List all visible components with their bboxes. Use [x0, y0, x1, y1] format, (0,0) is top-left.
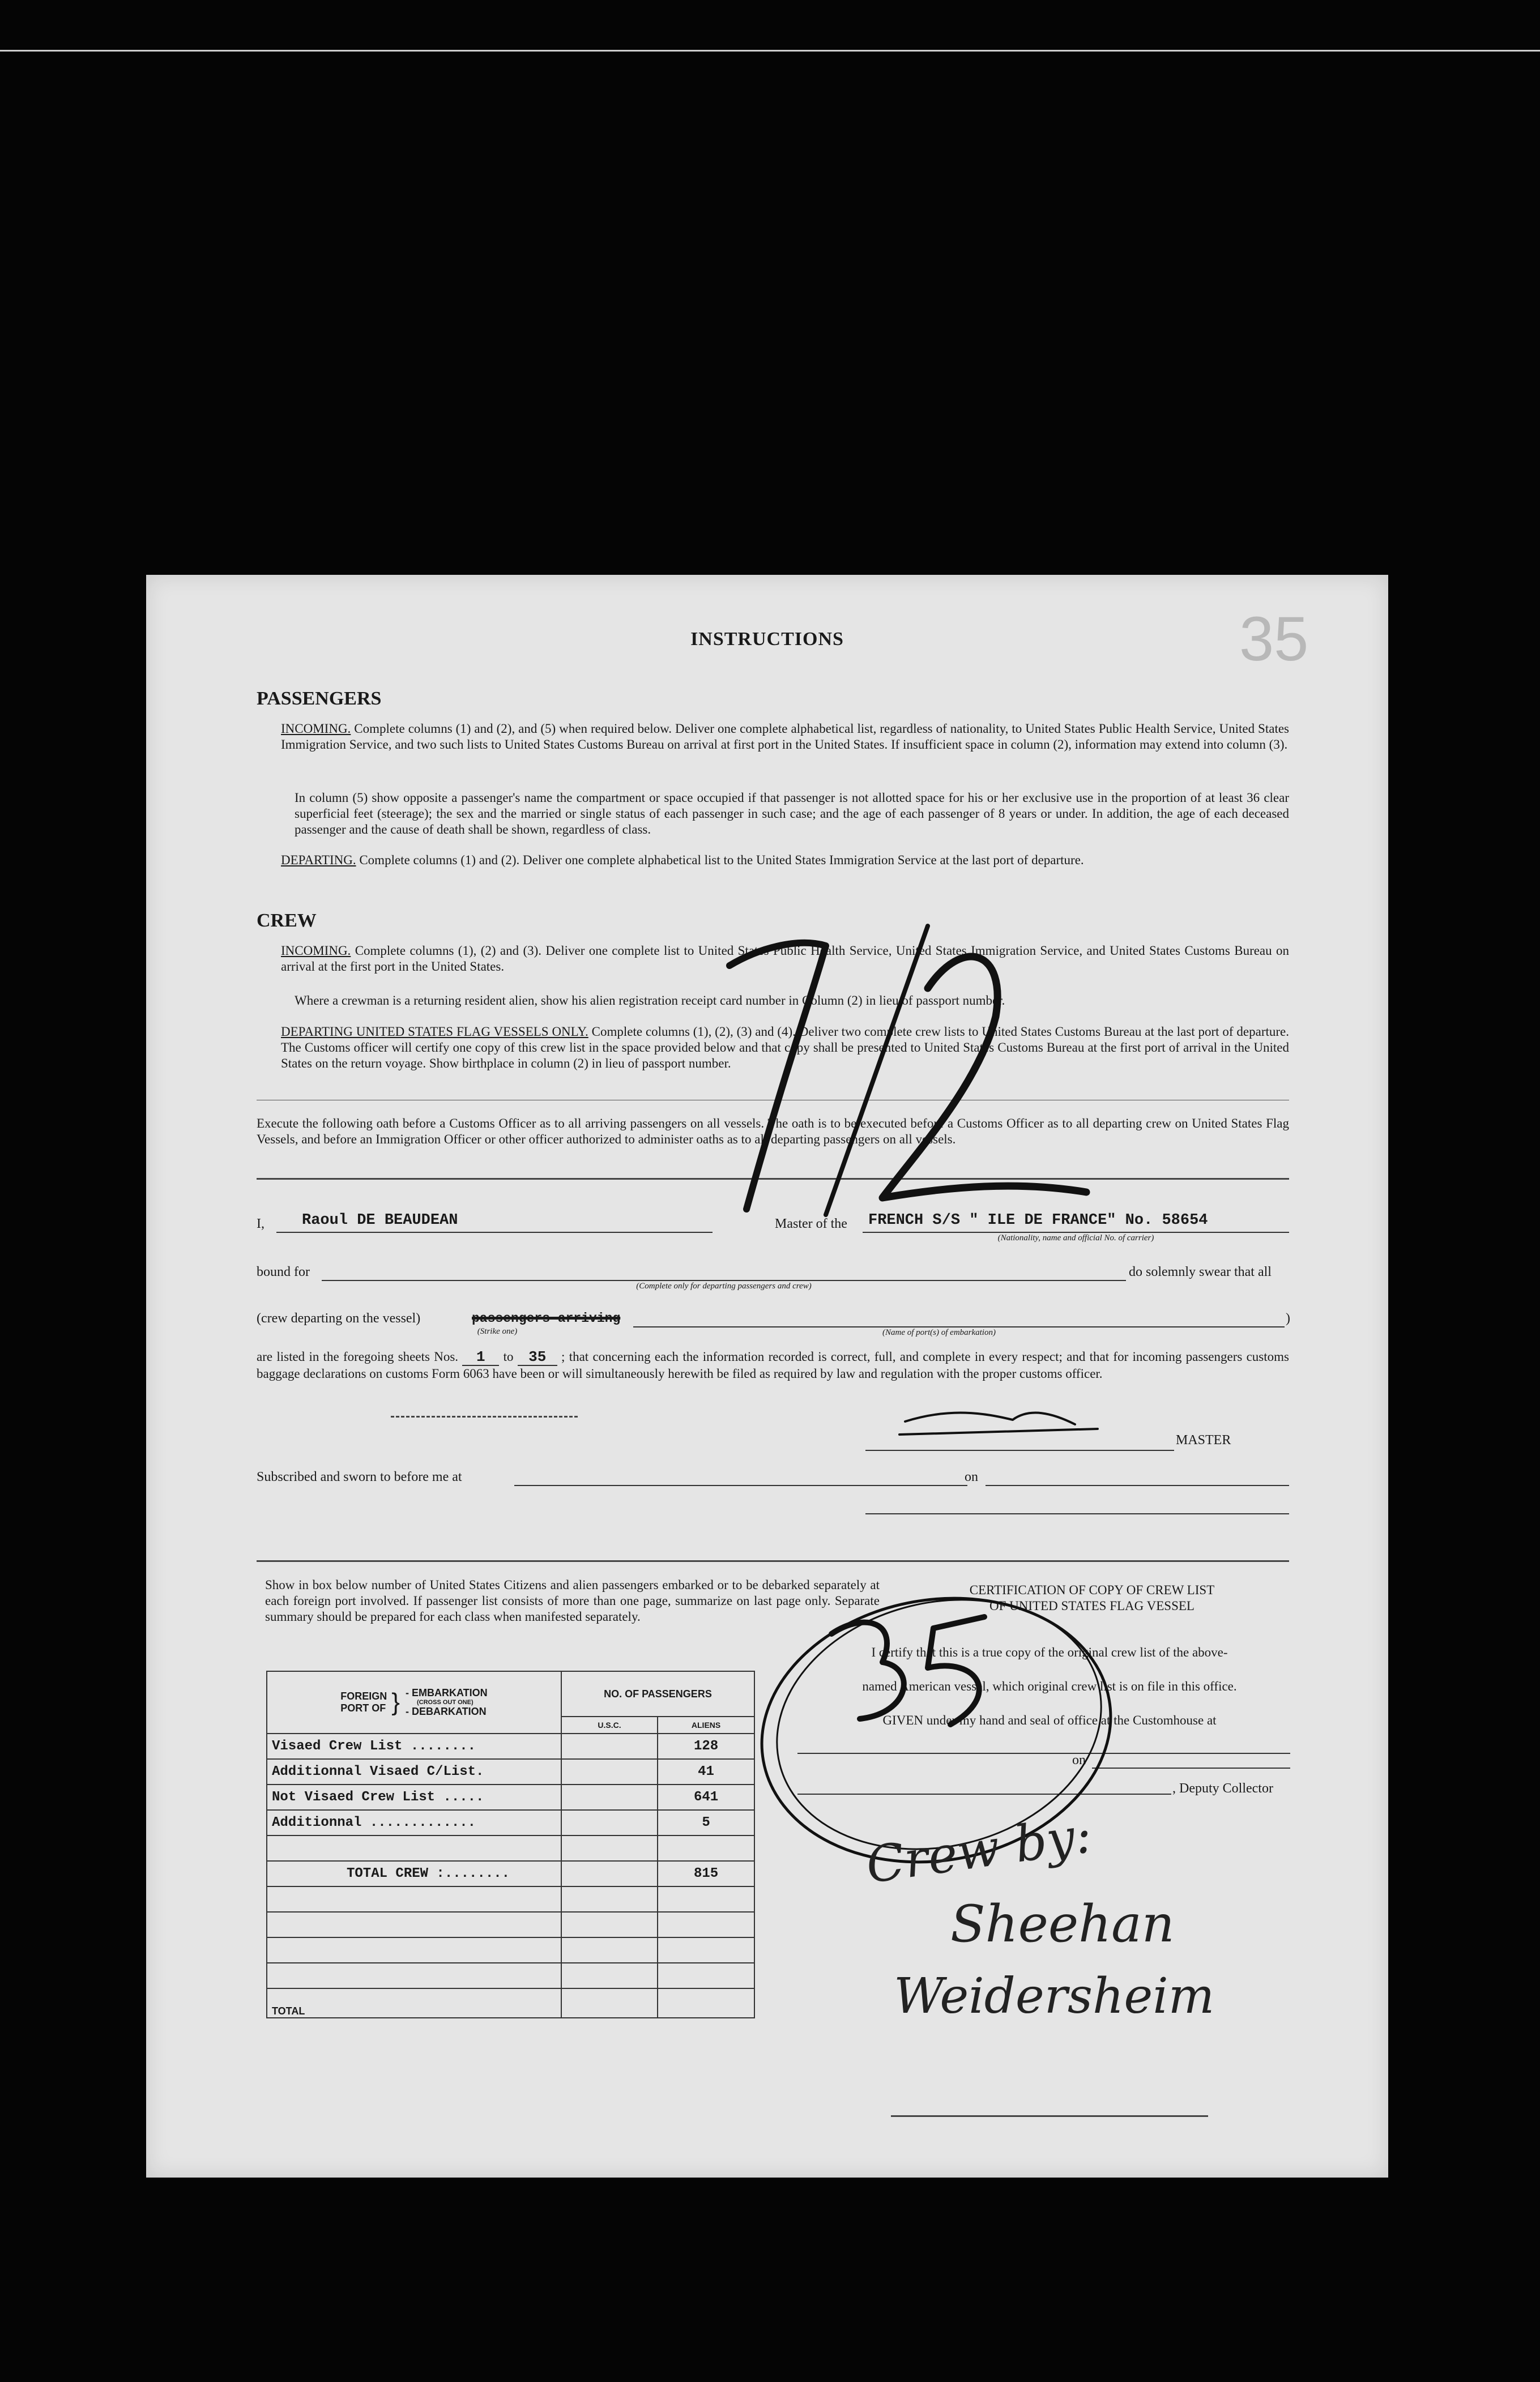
crew-incoming-text: Complete columns (1), (2) and (3). Deliver one complete list to United States Public Health Service, United States Immigration Service, and United States Customs Bureau on arrival at the first port in the United States.	[281, 944, 1290, 974]
cell-usc	[561, 1861, 658, 1886]
subscribed-on-label: on	[965, 1470, 978, 1484]
table-row	[267, 1861, 754, 1886]
port-line	[633, 1307, 1285, 1327]
incoming-text: Complete columns (1) and (2), and (5) when required below. Deliver one complete alphabetical list, regardless of nationality, to United States Public Health Service, United States Immigration Service, and two such lists to United States Customs Bureau on arrival at first port in the United States. If insufficient space in column (2), information may extend into column (3).	[281, 722, 1289, 752]
strike-caption: (Strike one)	[477, 1327, 518, 1336]
bottom-ink-line	[891, 2115, 1208, 2117]
master-name: Raoul DE BEAUDEAN	[302, 1212, 458, 1229]
cell-aliens	[658, 1963, 754, 1988]
cert-on-label: on	[1072, 1753, 1086, 1768]
cell-usc	[561, 1937, 658, 1963]
vessel-caption: (Nationality, name and official No. of carrier)	[997, 1233, 1154, 1243]
cell-usc	[561, 1810, 658, 1835]
cell-port: Not Visaed Crew List .....	[267, 1785, 561, 1810]
cert-heading-1: CERTIFICATION OF COPY OF CREW LIST	[969, 1583, 1215, 1597]
embarkation-header: - EMBARKATION	[406, 1687, 488, 1698]
foreign-port-of-header: FOREIGN PORT OF	[340, 1691, 387, 1714]
cell-aliens: 815	[658, 1861, 754, 1886]
cert-text-3: GIVEN under my hand and seal of office at the Customhouse at	[882, 1713, 1217, 1727]
document-title: INSTRUCTIONS	[690, 629, 844, 650]
departing-text: Complete columns (1) and (2). Deliver one complete alphabetical list to the United States Immigration Service at the last port of departure.	[359, 853, 1084, 867]
cell-usc	[561, 1963, 658, 1988]
stamp-number: 35	[1239, 604, 1309, 674]
incoming-label: INCOMING.	[281, 722, 351, 736]
handwritten-note-crew-by: Crew by:	[862, 1805, 1095, 1895]
cell-aliens	[658, 1912, 754, 1937]
passengers-column5: In column (5) show opposite a passenger's name the compartment or space occupied if that passenger is not allotted space for his or her exclusive use in the proportion of at least 36 clear superficial feet (steerage); the sex and the married or single status of each passenger in such case; and the age of each passenger of 8 years or under. In addition, the age of each deceased passenger and the cause of death shall be shown, regardless of class.	[295, 791, 1289, 836]
bound-for-line	[322, 1260, 1126, 1281]
port-close-paren: )	[1286, 1311, 1290, 1326]
cell-aliens: 41	[658, 1759, 754, 1785]
oath-rest: ; that concerning each the information recorded is correct, full, and complete in every respect; and that for incoming passengers customs baggage declarations on customs Form 6063 have been or will simultaneously herewith be filed as required by law and regulation with the proper customs officer.	[257, 1350, 1289, 1381]
table-row	[267, 1886, 754, 1912]
table-row	[267, 1734, 754, 1759]
handwritten-note-weidersheim: Weidersheim	[894, 1968, 1215, 2025]
officer-line	[865, 1493, 1289, 1514]
table-row	[267, 1937, 754, 1963]
film-edge-line	[0, 50, 1540, 52]
passengers-heading: PASSENGERS	[257, 688, 382, 709]
bound-caption: (Complete only for departing passengers and crew)	[636, 1282, 812, 1291]
cell-port	[267, 1912, 561, 1937]
cert-on-line	[1092, 1752, 1290, 1769]
subscribed-line	[514, 1465, 967, 1486]
cert-collector-label: , Deputy Collector	[1172, 1781, 1273, 1796]
debarkation-header: - DEBARKATION	[406, 1706, 487, 1717]
vessel-name: FRENCH S/S " ILE DE FRANCE" No. 58654	[868, 1212, 1208, 1229]
divider-3	[257, 1560, 1289, 1562]
cell-port	[267, 1835, 561, 1861]
crew-incoming-label: INCOMING.	[281, 944, 351, 958]
cell-port	[267, 1937, 561, 1963]
struck-text: passengers arriving	[472, 1311, 621, 1326]
passengers-incoming	[281, 721, 1289, 753]
table-row	[267, 1912, 754, 1937]
crew-departing-text: Complete columns (1), (2), (3) and (4). Deliver two complete crew lists to United States Customs Bureau at the last port of departure. The Customs officer will certify one copy of this crew list in the space provided below and that copy shall be presented to United States Customs Bureau at the first port of arrival in the United States on the return voyage. Show birthplace in column (2) in lieu of passport number.	[281, 1024, 1289, 1070]
crew-departing-label: DEPARTING UNITED STATES FLAG VESSELS ONLY.	[281, 1024, 588, 1039]
divider-2	[257, 1178, 1289, 1180]
total-label	[267, 1988, 561, 2018]
aliens-header: ALIENS	[658, 1717, 754, 1734]
circled-5	[928, 1617, 984, 1724]
crew-departing	[281, 1024, 1289, 1072]
oath-i-label: I,	[257, 1216, 265, 1231]
port-caption: (Name of port(s) of embarkation)	[882, 1328, 996, 1337]
cell-usc	[561, 1912, 658, 1937]
summary-instructions: Show in box below number of United States Citizens and alien passengers embarked or to be debarked separately at each foreign port involved. If passenger list consists of more than one page, summarize on last page only. Separate summary should be prepared for each class when manifested separately.	[265, 1578, 880, 1624]
oath-sheets-text	[257, 1349, 1289, 1382]
master-label: MASTER	[1176, 1433, 1231, 1448]
crew-departing-label: (crew departing on the vessel)	[257, 1311, 421, 1326]
master-signature-line	[865, 1427, 1174, 1451]
cell-usc	[561, 1734, 658, 1759]
cell-aliens: 5	[658, 1810, 754, 1835]
port-header	[267, 1671, 561, 1734]
brace-glyph: }	[391, 1688, 400, 1716]
passenger-summary-table	[266, 1671, 755, 2018]
passengers-departing	[281, 852, 1289, 868]
sheets-label: are listed in the foregoing sheets Nos.	[257, 1350, 459, 1364]
cell-port: TOTAL CREW :........	[267, 1861, 561, 1886]
circled-3	[831, 1623, 904, 1719]
seven-stroke	[730, 943, 826, 1209]
swear-label: do solemnly swear that all	[1129, 1265, 1272, 1279]
table-row	[267, 1810, 754, 1835]
cell-port: Additionnal .............	[267, 1810, 561, 1835]
crew-heading: CREW	[257, 910, 317, 931]
cell-usc	[561, 1785, 658, 1810]
subscribed-on-line	[986, 1465, 1289, 1486]
subscribed-label: Subscribed and sworn to before me at	[257, 1470, 462, 1484]
master-of-label: Master of the	[775, 1216, 847, 1231]
table-total-row	[267, 1988, 754, 2018]
table-row	[267, 1963, 754, 1988]
total-aliens	[658, 1988, 754, 2018]
cell-usc	[561, 1886, 658, 1912]
cell-aliens: 641	[658, 1785, 754, 1810]
cell-aliens: 128	[658, 1734, 754, 1759]
total-label-text: TOTAL	[272, 2005, 305, 2017]
master-name-line	[276, 1212, 713, 1233]
cell-port: Visaed Crew List ........	[267, 1734, 561, 1759]
summary-rows	[267, 1734, 754, 1988]
crossout-header: (CROSS OUT ONE)	[417, 1699, 473, 1706]
to-label: to	[503, 1350, 514, 1364]
oath-intro: Execute the following oath before a Customs Officer as to all arriving passengers on all vessels. The oath is to be executed before a Customs Officer as to all departing crew on United States Flag Vessels, and before an Immigration Officer or other officer authorized to administer oaths as to all departing passengers on all vessels.	[257, 1116, 1289, 1146]
cert-text-2: named American vessel, which original crew list is on file in this office.	[862, 1679, 1237, 1693]
cert-heading-2: OF UNITED STATES FLAG VESSEL	[989, 1599, 1195, 1613]
table-row	[267, 1785, 754, 1810]
cell-port	[267, 1963, 561, 1988]
table-row	[267, 1759, 754, 1785]
table-row	[267, 1835, 754, 1861]
dashed-mark	[391, 1416, 578, 1418]
crew-list-document	[146, 575, 1388, 2178]
cell-port	[267, 1886, 561, 1912]
cert-text-1: I certify that this is a true copy of the original crew list of the above-	[871, 1645, 1228, 1659]
handwritten-note-sheehan: Sheehan	[950, 1894, 1175, 1954]
cell-aliens	[658, 1835, 754, 1861]
cell-port: Additionnal Visaed C/List.	[267, 1759, 561, 1785]
cert-collector-line	[797, 1777, 1171, 1795]
cell-usc	[561, 1835, 658, 1861]
crew-incoming	[281, 943, 1289, 975]
cell-aliens	[658, 1937, 754, 1963]
vessel-line	[863, 1212, 1289, 1233]
cell-aliens	[658, 1886, 754, 1912]
table-header-row	[267, 1671, 754, 1717]
total-usc	[561, 1988, 658, 2018]
sheet-to: 35	[518, 1349, 557, 1366]
usc-header: U.S.C.	[561, 1717, 658, 1734]
cell-usc	[561, 1759, 658, 1785]
bound-for-label: bound for	[257, 1265, 310, 1279]
sheet-from: 1	[462, 1349, 499, 1366]
crew-resident: Where a crewman is a returning resident alien, show his alien registration receipt card number in Column (2) in lieu of passport number.	[295, 993, 1005, 1008]
departing-label: DEPARTING.	[281, 853, 356, 867]
passengers-header: NO. OF PASSENGERS	[561, 1671, 754, 1717]
